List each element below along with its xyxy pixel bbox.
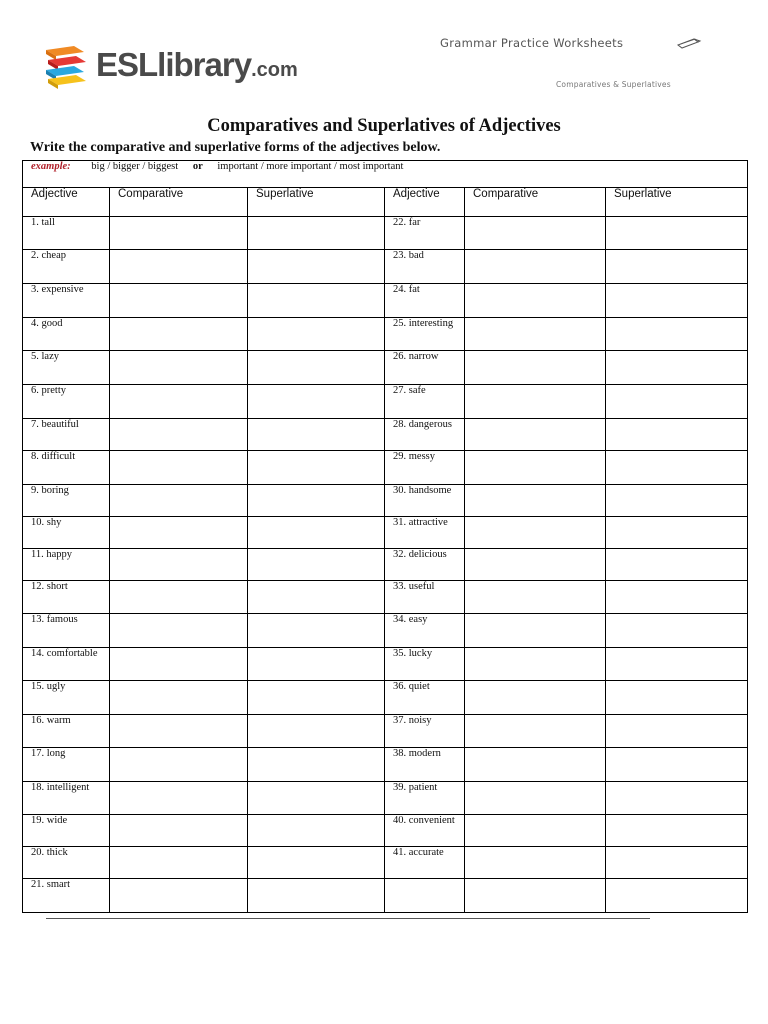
- adjective-left: 19. wide: [23, 815, 110, 847]
- comparative-answer-field[interactable]: [110, 815, 248, 847]
- comparative-answer-field[interactable]: [465, 419, 606, 451]
- column-header: Adjective: [23, 188, 110, 217]
- adjective-left: 5. lazy: [23, 351, 110, 385]
- superlative-answer-field[interactable]: [606, 217, 748, 250]
- comparative-answer-field[interactable]: [110, 217, 248, 250]
- comparative-answer-field[interactable]: [110, 549, 248, 581]
- comparative-answer-field[interactable]: [465, 681, 606, 715]
- series-title: Grammar Practice Worksheets: [440, 36, 624, 50]
- adjective-left: 11. happy: [23, 549, 110, 581]
- comparative-answer-field[interactable]: [465, 847, 606, 879]
- column-header: Comparative: [465, 188, 606, 217]
- superlative-answer-field[interactable]: [248, 681, 385, 715]
- superlative-answer-field[interactable]: [606, 284, 748, 318]
- table-row: [23, 815, 748, 847]
- table-row: [23, 318, 748, 351]
- adjective-left: 17. long: [23, 748, 110, 782]
- pencil-icon: [676, 36, 702, 50]
- superlative-answer-field[interactable]: [606, 250, 748, 284]
- adjective-right: 36. quiet: [385, 681, 465, 715]
- comparative-answer-field[interactable]: [110, 782, 248, 815]
- comparative-answer-field[interactable]: [465, 715, 606, 748]
- adjective-left: 1. tall: [23, 217, 110, 250]
- superlative-answer-field[interactable]: [606, 318, 748, 351]
- comparative-answer-field[interactable]: [110, 318, 248, 351]
- table-row: [23, 517, 748, 549]
- adjective-right: 22. far: [385, 217, 465, 250]
- comparative-answer-field[interactable]: [110, 581, 248, 614]
- example-first: big / bigger / biggest: [91, 161, 179, 172]
- adjective-left: 8. difficult: [23, 451, 110, 485]
- adjective-right: 33. useful: [385, 581, 465, 614]
- table-row: [23, 485, 748, 517]
- adjective-left: 21. smart: [23, 879, 110, 913]
- worksheet-table: [22, 160, 748, 913]
- superlative-answer-field[interactable]: [606, 782, 748, 815]
- superlative-answer-field[interactable]: [606, 815, 748, 847]
- comparative-answer-field[interactable]: [465, 581, 606, 614]
- superlative-answer-field[interactable]: [248, 318, 385, 351]
- table-row: [23, 351, 748, 385]
- adjective-right: 23. bad: [385, 250, 465, 284]
- superlative-answer-field[interactable]: [248, 648, 385, 681]
- table-row: [23, 715, 748, 748]
- adjective-right: 38. modern: [385, 748, 465, 782]
- superlative-answer-field[interactable]: [606, 517, 748, 549]
- superlative-answer-field[interactable]: [248, 847, 385, 879]
- table-row: [23, 250, 748, 284]
- logo-wordmark: ESLlibrary: [96, 46, 252, 83]
- comparative-answer-field[interactable]: [465, 517, 606, 549]
- superlative-answer-field[interactable]: [606, 748, 748, 782]
- superlative-answer-field[interactable]: [248, 250, 385, 284]
- example-cell: [23, 161, 748, 188]
- adjective-right: 30. handsome: [385, 485, 465, 517]
- comparative-answer-field[interactable]: [110, 681, 248, 715]
- adjective-left: 13. famous: [23, 614, 110, 648]
- adjective-left: 20. thick: [23, 847, 110, 879]
- adjective-left: 12. short: [23, 581, 110, 614]
- superlative-answer-field[interactable]: [248, 581, 385, 614]
- superlative-answer-field[interactable]: [606, 385, 748, 419]
- comparative-answer-field[interactable]: [465, 549, 606, 581]
- table-row: [23, 748, 748, 782]
- comparative-answer-field[interactable]: [110, 351, 248, 385]
- table-row: [23, 681, 748, 715]
- comparative-answer-field[interactable]: [465, 879, 606, 913]
- adjective-right: 28. dangerous: [385, 419, 465, 451]
- table-row: [23, 451, 748, 485]
- adjective-right: 24. fat: [385, 284, 465, 318]
- superlative-answer-field[interactable]: [606, 681, 748, 715]
- superlative-answer-field[interactable]: [248, 782, 385, 815]
- subtopic-label: Comparatives & Superlatives: [556, 80, 671, 89]
- table-row: [23, 419, 748, 451]
- superlative-answer-field[interactable]: [248, 385, 385, 419]
- comparative-answer-field[interactable]: [110, 648, 248, 681]
- page-title: Comparatives and Superlatives of Adjectives: [207, 116, 561, 136]
- comparative-answer-field[interactable]: [110, 517, 248, 549]
- superlative-answer-field[interactable]: [606, 419, 748, 451]
- adjective-right: 31. attractive: [385, 517, 465, 549]
- table-row: [23, 385, 748, 419]
- adjective-right: 40. convenient: [385, 815, 465, 847]
- table-row: [23, 614, 748, 648]
- comparative-answer-field[interactable]: [110, 451, 248, 485]
- adjective-right: 29. messy: [385, 451, 465, 485]
- comparative-answer-field[interactable]: [110, 284, 248, 318]
- logo-suffix: .com: [251, 59, 298, 81]
- comparative-answer-field[interactable]: [110, 385, 248, 419]
- adjective-left: 2. cheap: [23, 250, 110, 284]
- comparative-answer-field[interactable]: [110, 879, 248, 913]
- table-row: [23, 549, 748, 581]
- table-row: [23, 648, 748, 681]
- adjective-right: 35. lucky: [385, 648, 465, 681]
- comparative-answer-field[interactable]: [465, 217, 606, 250]
- column-header: Superlative: [248, 188, 385, 217]
- adjective-left: 10. shy: [23, 517, 110, 549]
- adjective-right: 34. easy: [385, 614, 465, 648]
- superlative-answer-field[interactable]: [248, 715, 385, 748]
- comparative-answer-field[interactable]: [465, 748, 606, 782]
- superlative-answer-field[interactable]: [248, 419, 385, 451]
- superlative-answer-field[interactable]: [606, 648, 748, 681]
- table-row: [23, 217, 748, 250]
- adjective-right: 41. accurate: [385, 847, 465, 879]
- adjective-left: 6. pretty: [23, 385, 110, 419]
- adjective-left: 15. ugly: [23, 681, 110, 715]
- superlative-answer-field[interactable]: [248, 879, 385, 913]
- comparative-answer-field[interactable]: [465, 815, 606, 847]
- table-row: [23, 581, 748, 614]
- superlative-answer-field[interactable]: [606, 451, 748, 485]
- comparative-answer-field[interactable]: [110, 715, 248, 748]
- superlative-answer-field[interactable]: [606, 549, 748, 581]
- comparative-answer-field[interactable]: [465, 284, 606, 318]
- adjective-right: 32. delicious: [385, 549, 465, 581]
- column-header: Adjective: [385, 188, 465, 217]
- comparative-answer-field[interactable]: [465, 318, 606, 351]
- superlative-answer-field[interactable]: [606, 715, 748, 748]
- comparative-answer-field[interactable]: [465, 485, 606, 517]
- superlative-answer-field[interactable]: [606, 581, 748, 614]
- example-or: or: [192, 161, 203, 172]
- table-row: [23, 782, 748, 815]
- superlative-answer-field[interactable]: [248, 217, 385, 250]
- comparative-answer-field[interactable]: [110, 250, 248, 284]
- comparative-answer-field[interactable]: [465, 250, 606, 284]
- superlative-answer-field[interactable]: [606, 847, 748, 879]
- column-header-row: [23, 188, 748, 217]
- comparative-answer-field[interactable]: [110, 419, 248, 451]
- comparative-answer-field[interactable]: [465, 782, 606, 815]
- column-header: Superlative: [606, 188, 748, 217]
- adjective-right: 27. safe: [385, 385, 465, 419]
- superlative-answer-field[interactable]: [248, 748, 385, 782]
- adjective-left: 3. expensive: [23, 284, 110, 318]
- adjective-left: 16. warm: [23, 715, 110, 748]
- adjective-left: 9. boring: [23, 485, 110, 517]
- adjective-right: [385, 879, 465, 913]
- comparative-answer-field[interactable]: [465, 614, 606, 648]
- superlative-answer-field[interactable]: [248, 351, 385, 385]
- superlative-answer-field[interactable]: [248, 517, 385, 549]
- superlative-answer-field[interactable]: [606, 614, 748, 648]
- superlative-answer-field[interactable]: [248, 284, 385, 318]
- comparative-answer-field[interactable]: [465, 351, 606, 385]
- adjective-right: 37. noisy: [385, 715, 465, 748]
- adjective-left: 7. beautiful: [23, 419, 110, 451]
- table-row: [23, 284, 748, 318]
- book-stack-icon: [44, 44, 92, 90]
- footer-divider: [46, 918, 650, 919]
- comparative-answer-field[interactable]: [465, 648, 606, 681]
- superlative-answer-field[interactable]: [248, 614, 385, 648]
- esl-library-logo: [44, 44, 298, 90]
- comparative-answer-field[interactable]: [465, 451, 606, 485]
- adjective-left: 18. intelligent: [23, 782, 110, 815]
- instructions: Write the comparative and superlative forms of the adjectives below.: [30, 140, 441, 155]
- superlative-answer-field[interactable]: [248, 485, 385, 517]
- superlative-answer-field[interactable]: [248, 815, 385, 847]
- comparative-answer-field[interactable]: [110, 485, 248, 517]
- table-row: [23, 879, 748, 913]
- superlative-answer-field[interactable]: [248, 549, 385, 581]
- superlative-answer-field[interactable]: [606, 879, 748, 913]
- column-header: Comparative: [110, 188, 248, 217]
- table-row: [23, 847, 748, 879]
- example-second: important / more important / most important: [217, 161, 404, 172]
- comparative-answer-field[interactable]: [110, 614, 248, 648]
- adjective-right: 39. patient: [385, 782, 465, 815]
- comparative-answer-field[interactable]: [465, 385, 606, 419]
- example-row: [23, 161, 748, 188]
- superlative-answer-field[interactable]: [606, 351, 748, 385]
- comparative-answer-field[interactable]: [110, 847, 248, 879]
- adjective-left: 14. comfortable: [23, 648, 110, 681]
- example-label: example:: [31, 161, 71, 172]
- comparative-answer-field[interactable]: [110, 748, 248, 782]
- adjective-right: 25. interesting: [385, 318, 465, 351]
- superlative-answer-field[interactable]: [248, 451, 385, 485]
- adjective-right: 26. narrow: [385, 351, 465, 385]
- superlative-answer-field[interactable]: [606, 485, 748, 517]
- adjective-left: 4. good: [23, 318, 110, 351]
